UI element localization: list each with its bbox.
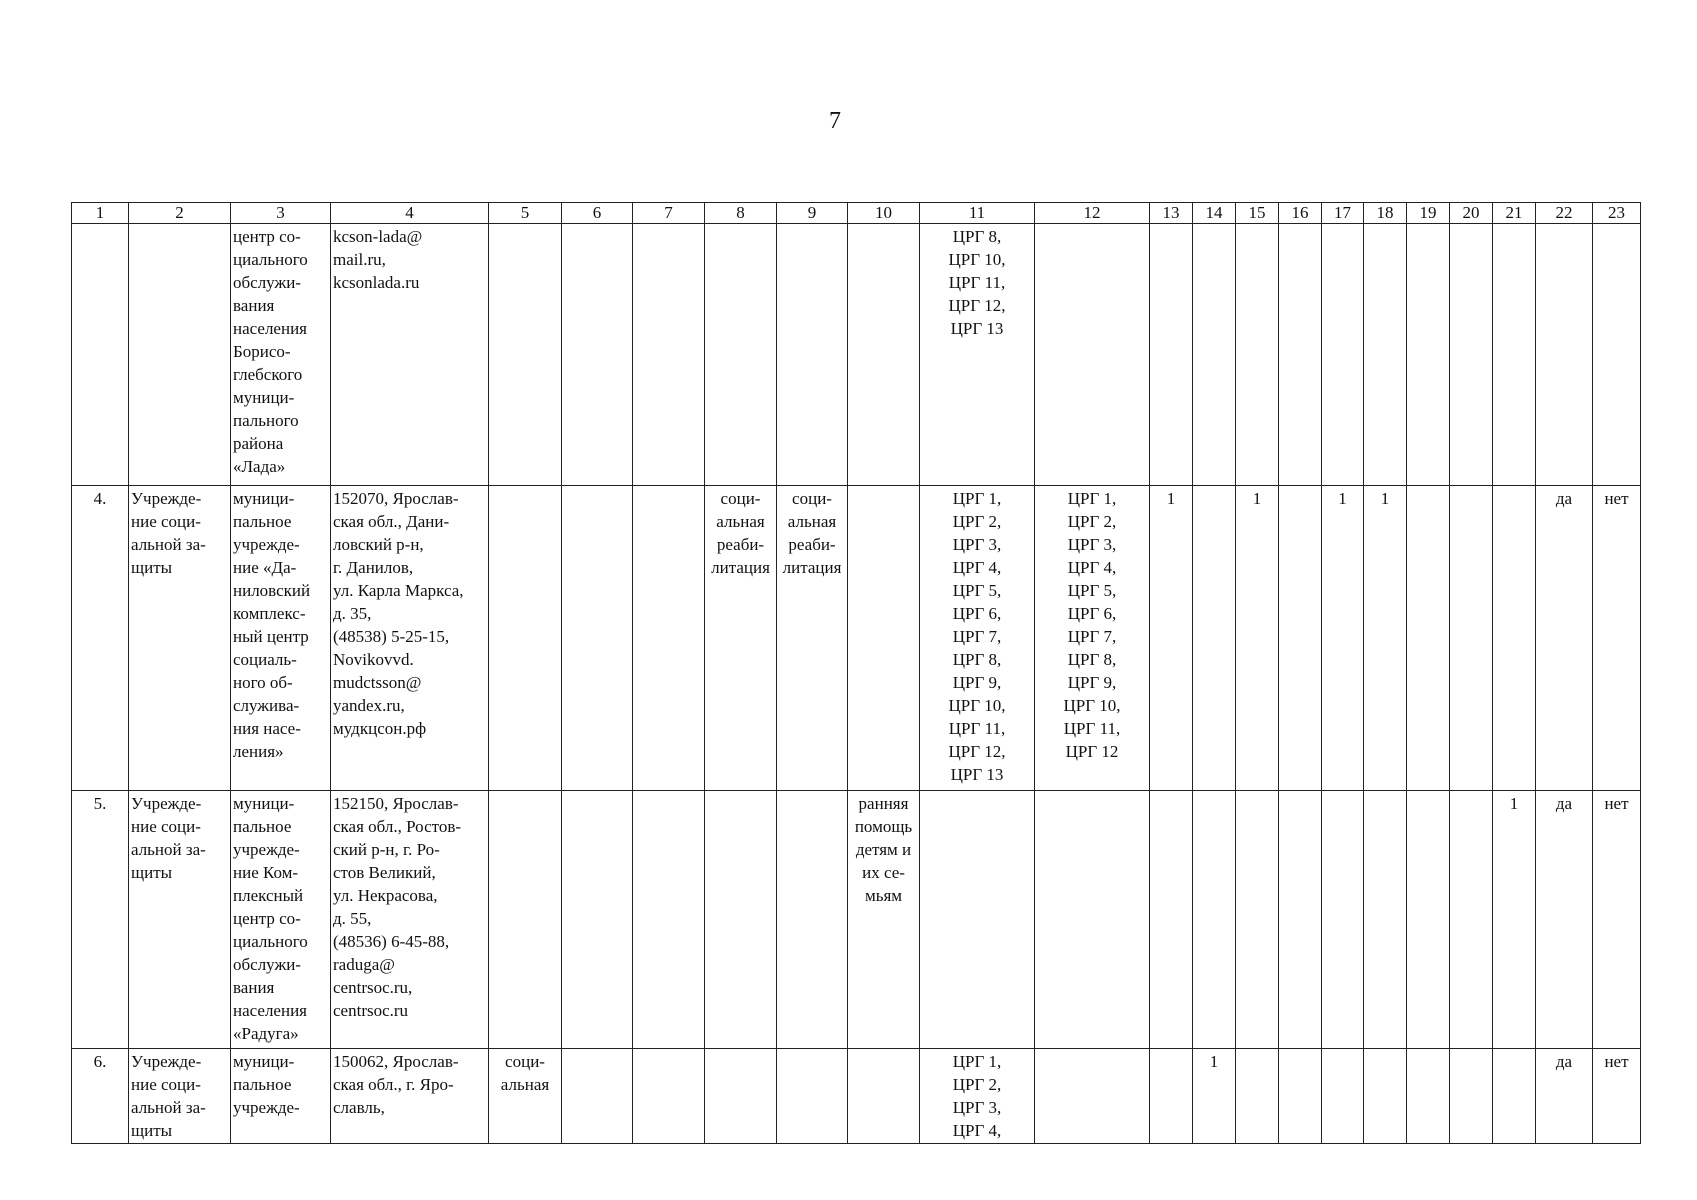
table-cell: [1493, 1049, 1536, 1144]
table-cell: [1035, 1049, 1150, 1144]
table-cell: [1236, 791, 1279, 1049]
table-cell: ЦРГ 1, ЦРГ 2, ЦРГ 3, ЦРГ 4, ЦРГ 5, ЦРГ 6, ЦРГ 7, ЦРГ 8, ЦРГ 9, ЦРГ 10, ЦРГ 11, ЦРГ 12, ЦРГ 13: [920, 486, 1035, 791]
table-cell: да: [1536, 791, 1593, 1049]
services-table: [71, 202, 1641, 1144]
header-cell: 5: [489, 203, 562, 224]
table-cell: [1493, 224, 1536, 486]
header-cell: 17: [1322, 203, 1364, 224]
table-cell: [1150, 1049, 1193, 1144]
header-cell: 9: [777, 203, 848, 224]
table-cell: 152150, Ярослав- ская обл., Ростов- ский р-н, г. Ро- стов Великий, ул. Некрасова, д. 55, (48536) 6-45-88, raduga@ centrsoc.ru, centrsoc.ru: [331, 791, 489, 1049]
table-cell: [1364, 1049, 1407, 1144]
table-cell: [1407, 1049, 1450, 1144]
header-cell: 21: [1493, 203, 1536, 224]
table-cell: [848, 486, 920, 791]
table-cell: [1364, 791, 1407, 1049]
header-cell: 2: [129, 203, 231, 224]
table-cell: нет: [1593, 486, 1641, 791]
table-cell: [1279, 486, 1322, 791]
table-cell: [562, 791, 633, 1049]
table-cell: [633, 486, 705, 791]
header-cell: 18: [1364, 203, 1407, 224]
header-cell: 6: [562, 203, 633, 224]
header-cell: 12: [1035, 203, 1150, 224]
header-cell: 23: [1593, 203, 1641, 224]
table-cell: ЦРГ 1, ЦРГ 2, ЦРГ 3, ЦРГ 4,: [920, 1049, 1035, 1144]
table-cell: [705, 1049, 777, 1144]
table-cell: соци- альная реаби- литация: [705, 486, 777, 791]
table-cell: ранняя помощь детям и их се- мьям: [848, 791, 920, 1049]
table-cell: муници- пальное учрежде-: [231, 1049, 331, 1144]
table-cell: [1035, 791, 1150, 1049]
header-cell: 4: [331, 203, 489, 224]
table-cell: [1364, 224, 1407, 486]
table-cell: 1: [1493, 791, 1536, 1049]
page-number: 7: [829, 108, 841, 134]
table-cell: 1: [1236, 486, 1279, 791]
table-cell: соци- альная реаби- литация: [777, 486, 848, 791]
table-cell: центр со- циального обслужи- вания населения Борисо- глебского муници- пального района «Лада»: [231, 224, 331, 486]
table-cell: [920, 791, 1035, 1049]
table-cell: муници- пальное учрежде- ние «Да- ниловский комплекс- ный центр социаль- ного об- служива- ния насе- ления»: [231, 486, 331, 791]
header-cell: 14: [1193, 203, 1236, 224]
header-row: [72, 203, 1641, 224]
table-cell: [1593, 224, 1641, 486]
table-cell: ЦРГ 8, ЦРГ 10, ЦРГ 11, ЦРГ 12, ЦРГ 13: [920, 224, 1035, 486]
table-cell: kcson-lada@ mail.ru, kcsonlada.ru: [331, 224, 489, 486]
table-cell: 1: [1322, 486, 1364, 791]
table-row: [72, 1049, 1641, 1144]
table-cell: [1035, 224, 1150, 486]
table-cell: [1450, 224, 1493, 486]
table-cell: [1279, 224, 1322, 486]
header-cell: 11: [920, 203, 1035, 224]
table-cell: [489, 791, 562, 1049]
table-cell: [1193, 486, 1236, 791]
table-cell: [1407, 791, 1450, 1049]
table-cell: [562, 224, 633, 486]
table-cell: ЦРГ 1, ЦРГ 2, ЦРГ 3, ЦРГ 4, ЦРГ 5, ЦРГ 6, ЦРГ 7, ЦРГ 8, ЦРГ 9, ЦРГ 10, ЦРГ 11, ЦРГ 12: [1035, 486, 1150, 791]
header-cell: 1: [72, 203, 129, 224]
header-cell: 19: [1407, 203, 1450, 224]
table-row: [72, 224, 1641, 486]
header-cell: 13: [1150, 203, 1193, 224]
table-cell: [848, 224, 920, 486]
table-cell: [1236, 1049, 1279, 1144]
table-cell: муници- пальное учрежде- ние Ком- плексный центр со- циального обслужи- вания населения «Радуга»: [231, 791, 331, 1049]
table-cell: 5.: [72, 791, 129, 1049]
table-cell: Учрежде- ние соци- альной за- щиты: [129, 486, 231, 791]
table-cell: [72, 224, 129, 486]
table-cell: [777, 224, 848, 486]
table-cell: [1150, 224, 1193, 486]
table-cell: нет: [1593, 1049, 1641, 1144]
table-cell: [848, 1049, 920, 1144]
table-cell: 1: [1193, 1049, 1236, 1144]
table-cell: [1236, 224, 1279, 486]
table-cell: [1407, 486, 1450, 791]
header-cell: 20: [1450, 203, 1493, 224]
table-row: [72, 486, 1641, 791]
table-cell: 4.: [72, 486, 129, 791]
header-cell: 10: [848, 203, 920, 224]
header-cell: 7: [633, 203, 705, 224]
table-cell: [1450, 1049, 1493, 1144]
table-cell: [1150, 791, 1193, 1049]
table-cell: Учрежде- ние соци- альной за- щиты: [129, 1049, 231, 1144]
table-cell: [1407, 224, 1450, 486]
table-cell: [562, 1049, 633, 1144]
table-cell: [1536, 224, 1593, 486]
table-cell: Учрежде- ние соци- альной за- щиты: [129, 791, 231, 1049]
table-cell: [1322, 224, 1364, 486]
table-cell: [633, 791, 705, 1049]
table-cell: [489, 224, 562, 486]
table-cell: [1322, 791, 1364, 1049]
table-cell: [705, 224, 777, 486]
table-cell: [1322, 1049, 1364, 1144]
table-cell: да: [1536, 486, 1593, 791]
table-cell: [562, 486, 633, 791]
header-cell: 22: [1536, 203, 1593, 224]
table-cell: 152070, Ярослав- ская обл., Дани- ловский р-н, г. Данилов, ул. Карла Маркса, д. 35, (48538) 5-25-15, Novikovvd. mudctsson@ yandex.ru, мудкцсон.рф: [331, 486, 489, 791]
header-cell: 16: [1279, 203, 1322, 224]
table-cell: [777, 791, 848, 1049]
table-cell: [633, 224, 705, 486]
table-cell: [633, 1049, 705, 1144]
table-cell: 1: [1150, 486, 1193, 791]
header-cell: 15: [1236, 203, 1279, 224]
table-cell: [489, 486, 562, 791]
table-cell: 6.: [72, 1049, 129, 1144]
table-cell: [1193, 224, 1236, 486]
header-cell: 3: [231, 203, 331, 224]
table-cell: [1450, 486, 1493, 791]
table-cell: [705, 791, 777, 1049]
table-cell: [1493, 486, 1536, 791]
table-cell: [1450, 791, 1493, 1049]
table-cell: да: [1536, 1049, 1593, 1144]
table-cell: [1279, 791, 1322, 1049]
table-row: [72, 791, 1641, 1049]
table-cell: [1193, 791, 1236, 1049]
table-cell: соци- альная: [489, 1049, 562, 1144]
header-cell: 8: [705, 203, 777, 224]
table-cell: [129, 224, 231, 486]
table-cell: 1: [1364, 486, 1407, 791]
table-cell: нет: [1593, 791, 1641, 1049]
table-cell: 150062, Ярослав- ская обл., г. Яро- славль,: [331, 1049, 489, 1144]
table-cell: [777, 1049, 848, 1144]
table-cell: [1279, 1049, 1322, 1144]
